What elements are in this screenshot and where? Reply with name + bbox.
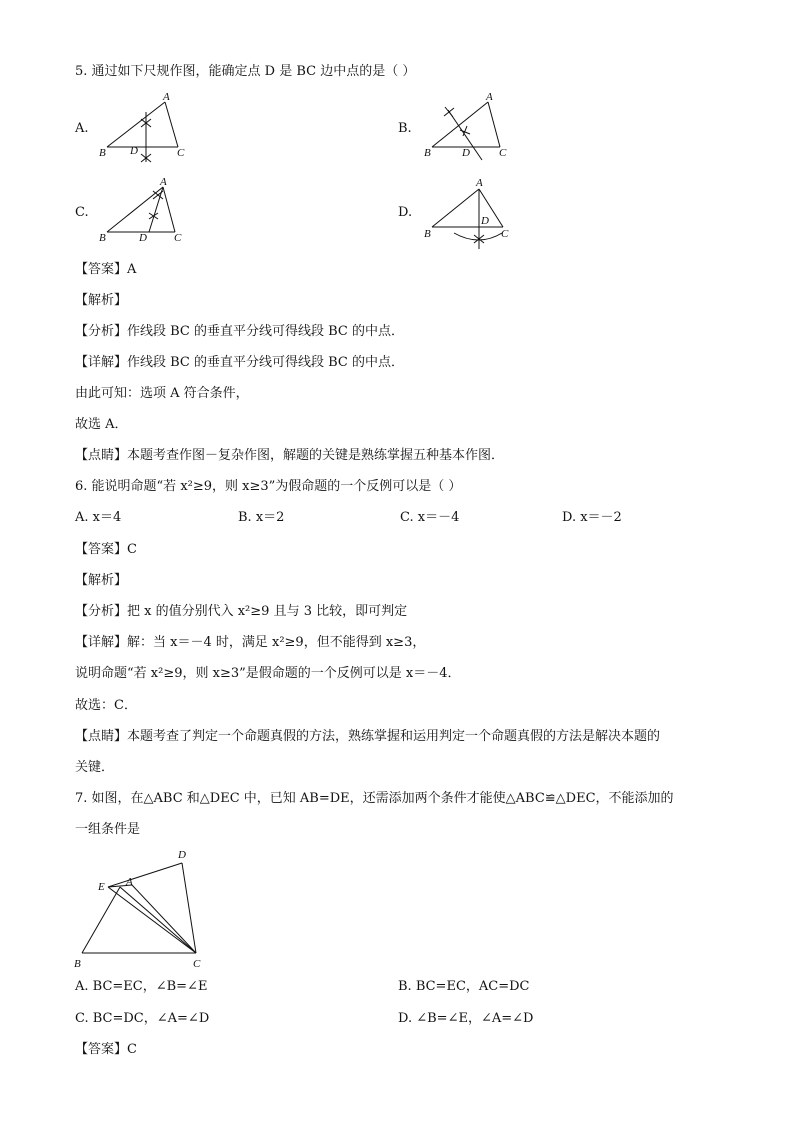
- q6-fenxi: 【分析】把 x 的值分别代入 x²≥9 且与 3 比较，即可判定: [75, 604, 408, 619]
- q6-option-a: A. x＝4: [75, 510, 122, 525]
- q6-xiangjie: 【详解】解：当 x＝－4 时，满足 x²≥9，但不能得到 x≥3，: [75, 635, 426, 650]
- q6-option-c: C. x＝－4: [400, 510, 460, 525]
- q5-stem: 5. 通过如下尺规作图，能确定点 D 是 BC 边中点的是（ ）: [75, 64, 416, 79]
- q5-option-c-label: C.: [75, 205, 89, 220]
- q5b-label-a: A: [486, 91, 493, 103]
- q5-figure-b: [420, 90, 530, 165]
- q5-figure-a: [95, 90, 205, 165]
- q5-dianjing: 【点睛】本题考查作图－复杂作图，解题的关键是熟练掌握五种基本作图．: [75, 448, 505, 463]
- q5b-label-b: B: [424, 147, 431, 159]
- q6-analysis-title: 【解析】: [75, 573, 128, 588]
- q7-label-e: E: [98, 881, 105, 893]
- q5-analysis-title: 【解析】: [75, 293, 128, 308]
- q7-answer: 【答案】C: [75, 1042, 137, 1057]
- q5b-label-c: C: [499, 147, 507, 159]
- q7-option-c: C. BC=DC，∠A=∠D: [75, 1011, 210, 1026]
- q5d-label-c: C: [501, 228, 509, 240]
- q5d-label-d: D: [481, 215, 489, 227]
- q7-option-a: A. BC=EC，∠B=∠E: [75, 979, 208, 994]
- q6-line2: 故选：C．: [75, 698, 137, 713]
- q7-label-a: A: [126, 876, 133, 888]
- q5-line2: 故选 A．: [75, 417, 128, 432]
- q5-answer: 【答案】A: [75, 262, 137, 277]
- q6-dianjing-2: 关键．: [75, 760, 115, 775]
- q7-option-d: D. ∠B=∠E，∠A=∠D: [398, 1011, 534, 1026]
- q5-fenxi: 【分析】作线段 BC 的垂直平分线可得线段 BC 的中点．: [75, 324, 405, 339]
- q5-figure-d: [420, 175, 530, 255]
- q5c-label-b: B: [99, 232, 106, 244]
- q7-option-b: B. BC=EC，AC=DC: [398, 979, 530, 994]
- q5a-label-c: C: [177, 147, 185, 159]
- q5d-label-a: A: [476, 177, 483, 189]
- q6-line1: 说明命题“若 x²≥9，则 x≥3”是假命题的一个反例可以是 x＝－4．: [75, 666, 461, 681]
- q6-option-d: D. x＝－2: [562, 510, 622, 525]
- q6-answer: 【答案】C: [75, 542, 137, 557]
- q7-stem-2: 一组条件是: [75, 822, 141, 837]
- q7-figure: [70, 845, 220, 970]
- q5c-label-c: C: [174, 232, 182, 244]
- q5a-label-d: D: [130, 145, 138, 157]
- q5-option-b-label: B.: [398, 121, 412, 136]
- q7-label-d: D: [178, 849, 186, 861]
- q5a-label-b: B: [99, 147, 106, 159]
- q5-option-d-label: D.: [398, 205, 413, 220]
- q5c-label-d: D: [139, 232, 147, 244]
- q5b-label-d: D: [462, 147, 470, 159]
- q5-figure-c: [95, 175, 205, 250]
- q7-stem-1: 7. 如图，在△ABC 和△DEC 中，已知 AB=DE，还需添加两个条件才能使△ABC≌△DEC，不能添加的: [75, 791, 674, 806]
- q5c-label-a: A: [160, 176, 167, 188]
- q6-stem: 6. 能说明命题“若 x²≥9，则 x≥3”为假命题的一个反例可以是（ ）: [75, 479, 462, 494]
- q7-label-b: B: [74, 958, 81, 970]
- q6-dianjing-1: 【点睛】本题考查了判定一个命题真假的方法，熟练掌握和运用判定一个命题真假的方法是解决本题的: [75, 729, 661, 744]
- q6-option-b: B. x＝2: [238, 510, 285, 525]
- q5a-label-a: A: [163, 91, 170, 103]
- q5-line1: 由此可知：选项 A 符合条件，: [75, 386, 249, 401]
- q5-xiangjie: 【详解】作线段 BC 的垂直平分线可得线段 BC 的中点．: [75, 355, 405, 370]
- q5d-label-b: B: [424, 228, 431, 240]
- q7-label-c: C: [193, 958, 201, 970]
- q5-option-a-label: A.: [75, 121, 89, 136]
